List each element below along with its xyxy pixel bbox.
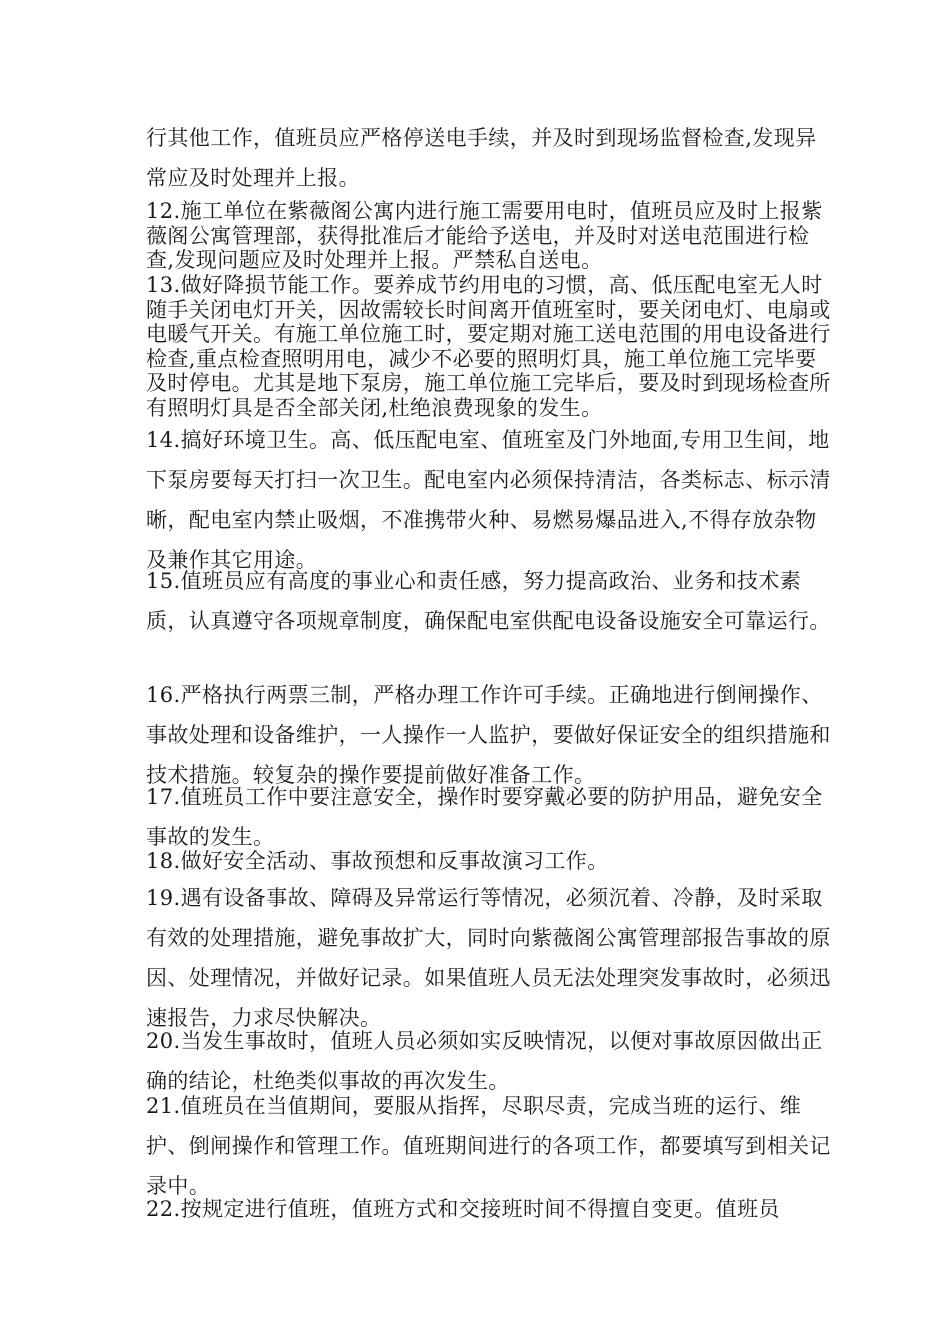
paragraph-continuation: 行其他工作，值班员应严格停送电手续，并及时到现场监督检查,发现异常应及时处理并上报。: [146, 126, 817, 190]
paragraph-item-13: 13.做好降损节能工作。要养成节约用电的习惯，高、低压配电室无人时随手关闭电灯开关，因故需较长时间离开值班室时，要关闭电灯、电扇或电暖气开关。有施工单位施工时，要定期对施工送电范围的用电设备进行检查,重点检查照明用电，减少不必要的照明灯具，施工单位施工完毕要及时停电。尤其是地下泵房，施工单位施工完毕后，要及时到现场检查所有照明灯具是否全部关闭,杜绝浪费现象的发生。: [146, 273, 831, 420]
paragraph-item-17: 17.值班员工作中要注意安全，操作时要穿戴必要的防护用品，避免安全事故的发生。: [146, 785, 823, 849]
paragraph-item-19: 19.遇有设备事故、障碍及异常运行等情况，必须沉着、冷静，及时采取有效的处理措施，避免事故扩大，同时向紫薇阁公寓管理部报告事故的原因、处理情况，并做好记录。如果值班人员无法处理突发事故时，必须迅速报告，力求尽快解决。: [146, 886, 831, 1030]
paragraph-item-16: 16.严格执行两票三制，严格办理工作许可手续。正确地进行倒闸操作、事故处理和设备维护，一人操作一人监护，要做好保证安全的组织措施和技术措施。较复杂的操作要提前做好准备工作。: [146, 683, 831, 787]
paragraph-item-14: 14.搞好环境卫生。高、低压配电室、值班室及门外地面,专用卫生间，地下泵房要每天打扫一次卫生。配电室内必须保持清洁，各类标志、标示清晰，配电室内禁止吸烟，不准携带火种、易燃易爆品进入,不得存放杂物及兼作其它用途。: [146, 428, 831, 572]
paragraph-item-15: 15.值班员应有高度的事业心和责任感，努力提高政治、业务和技术素质，认真遵守各项规章制度，确保配电室供配电设备设施安全可靠运行。: [146, 569, 831, 633]
paragraph-item-12: 12.施工单位在紫薇阁公寓内进行施工需要用电时，值班员应及时上报紫薇阁公寓管理部，获得批准后才能给予送电，并及时对送电范围进行检查,发现问题应及时处理并上报。严禁私自送电。: [146, 199, 823, 272]
paragraph-item-21: 21.值班员在当值期间，要服从指挥，尽职尽责，完成当班的运行、维护、倒闸操作和管理工作。值班期间进行的各项工作，都要填写到相关记录中。: [146, 1094, 831, 1198]
paragraph-item-22: 22.按规定进行值班，值班方式和交接班时间不得擅自变更。值班员: [146, 1197, 780, 1221]
paragraph-item-20: 20.当发生事故时，值班人员必须如实反映情况，以便对事故原因做出正确的结论，杜绝类似事故的再次发生。: [146, 1029, 823, 1093]
paragraph-item-18: 18.做好安全活动、事故预想和反事故演习工作。: [146, 849, 609, 873]
